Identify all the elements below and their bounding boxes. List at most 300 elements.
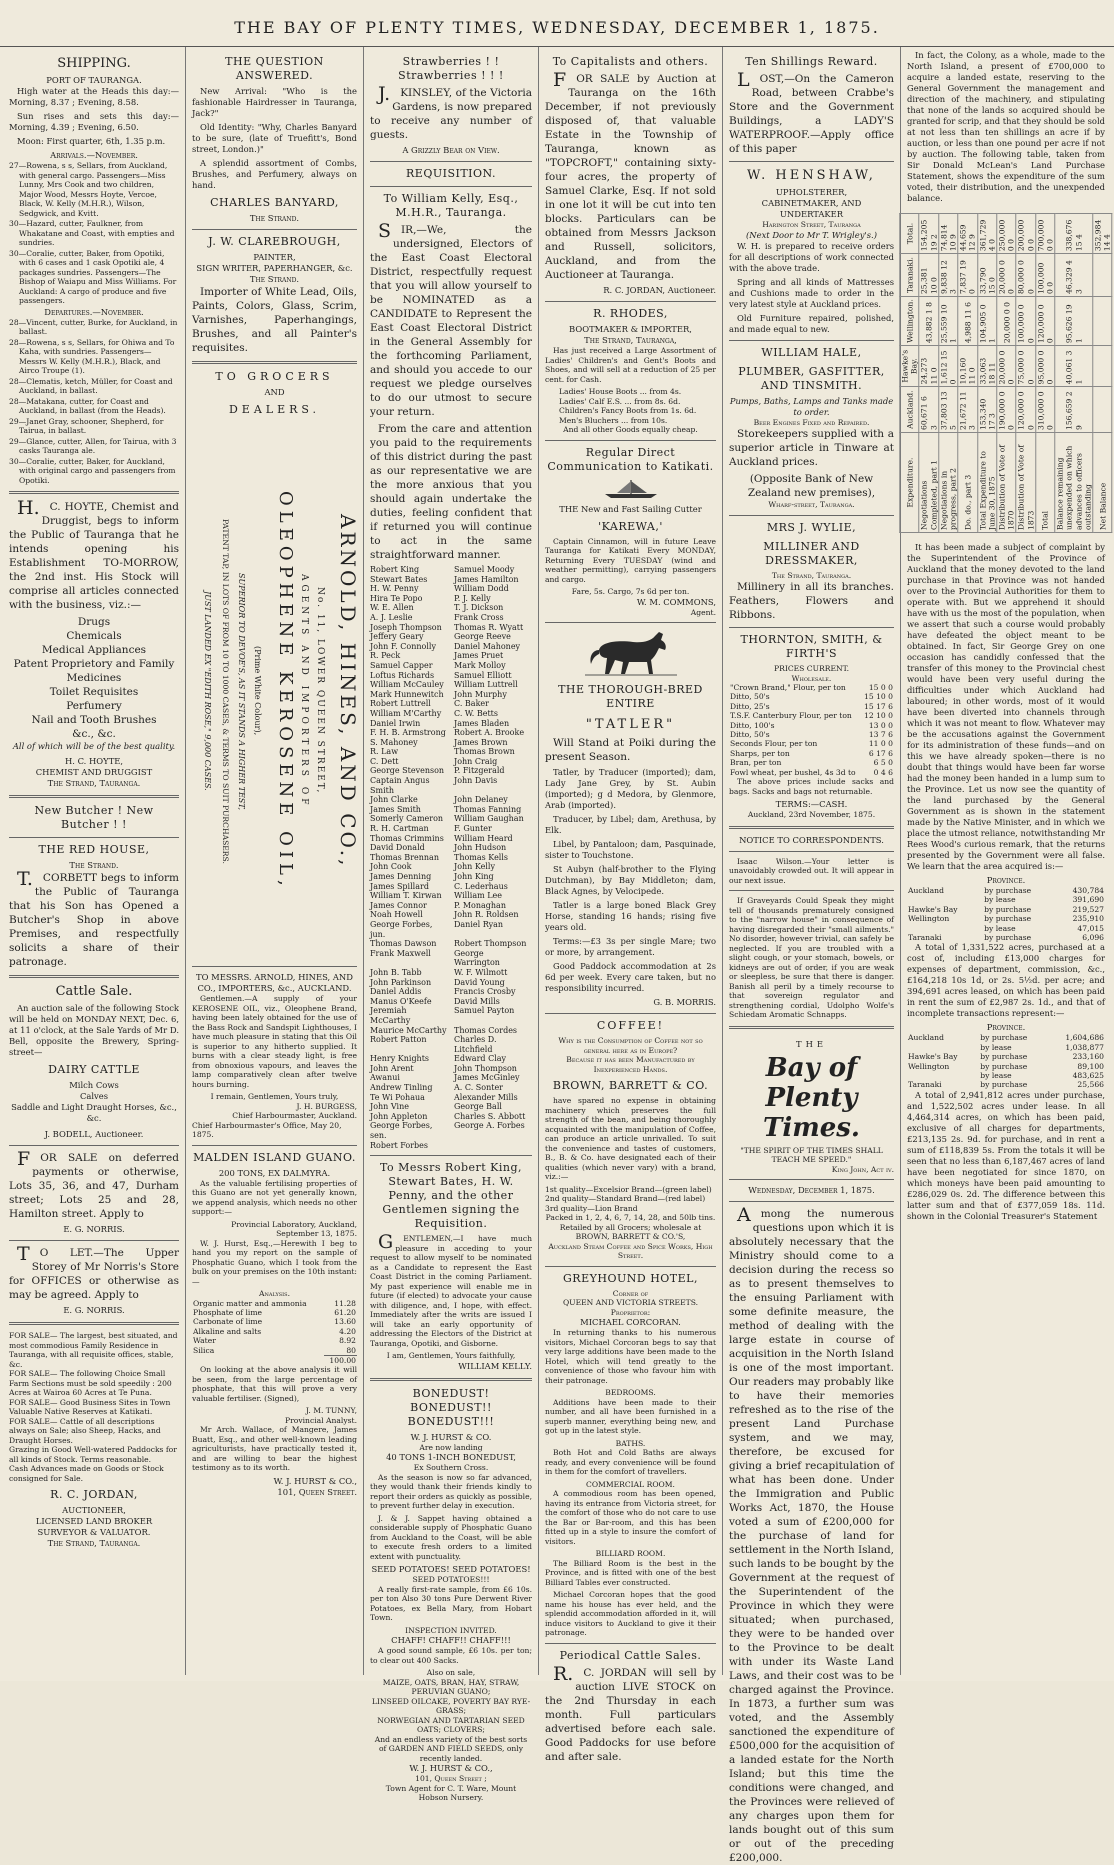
hurst-signature: W. J. HURST & CO., bbox=[273, 1475, 357, 1486]
greyhound-streets: QUEEN AND VICTORIA STREETS. bbox=[562, 1298, 699, 1307]
analysis-label: Silica bbox=[193, 1345, 215, 1355]
signatory-name: John Vine bbox=[370, 1102, 409, 1112]
signatory-name: Charles S. Abbott bbox=[454, 1111, 526, 1121]
signatory-name: William Heard bbox=[454, 833, 513, 843]
periodical-heading: Periodical Cattle Sales. bbox=[559, 1648, 702, 1662]
column-rule bbox=[722, 47, 723, 1675]
arnold-letter-closing: I remain, Gentlemen, Yours truly, bbox=[210, 1092, 339, 1101]
kerosene-brand: OLEOPHENE KEROSENE OIL, bbox=[275, 491, 296, 891]
burgess-office: Chief Harbourmaster's Office, May 20, 1875. bbox=[192, 1120, 342, 1139]
list-item: Grazing in Good Well-watered Paddocks for all kinds of Stock. Terms reasonable. bbox=[9, 1445, 177, 1464]
column-4 bbox=[540, 47, 721, 1763]
signatory-name bbox=[454, 1141, 532, 1151]
province-name bbox=[907, 1071, 979, 1080]
kerosene-line: (Prime White Colour), bbox=[253, 646, 262, 736]
list-item: Men's Bluchers ... from 10s. bbox=[559, 415, 668, 425]
table-row bbox=[1055, 214, 1093, 533]
guano-subheading: 200 TONS, EX DALMYRA. bbox=[218, 1167, 331, 1178]
signatory-name: John Arent bbox=[370, 1063, 414, 1073]
table-cell: 25,381 10 0 bbox=[919, 254, 938, 297]
karewa-intro: THE New and Fast Sailing Cutter bbox=[559, 503, 702, 514]
table-row bbox=[729, 702, 894, 711]
table-cell: 100,000 0 0 bbox=[1016, 297, 1035, 346]
table-row bbox=[192, 1355, 357, 1365]
editorial-date: Wednesday, December 1, 1875. bbox=[748, 1185, 875, 1196]
signatory-name: S. Mahoney bbox=[370, 737, 418, 747]
brown-barrett-address: Auckland Steam Coffee and Spice Works, High Street. bbox=[548, 1241, 713, 1260]
analysis-label: Carbonate of lime bbox=[193, 1317, 263, 1327]
table-cell: 33,063 18 11 bbox=[977, 346, 996, 387]
henshaw-location: (Next Door to Mr T. Wrigley's.) bbox=[746, 229, 877, 240]
messrs-heading: To Messrs Robert King, Stewart Bates, H. W. Penny, and the other Gentlemen signing the Requisition. bbox=[379, 1161, 523, 1231]
signatory-name: Robert Thompson bbox=[454, 939, 527, 949]
table-row bbox=[997, 214, 1016, 533]
table-row bbox=[729, 692, 894, 701]
chaff-line: Also on sale, bbox=[426, 1668, 476, 1678]
greyhound-text: The Billiard Room is the best in the Province, and is fitted with one of the best Billiard Tables ever constructed. bbox=[545, 1558, 716, 1587]
signatory-name: John Delaney bbox=[454, 795, 508, 805]
signatory-name: Daniel Ryan bbox=[454, 919, 504, 929]
table-cell bbox=[1093, 387, 1112, 433]
table-row bbox=[919, 214, 938, 533]
province-acres: 1,604,686 bbox=[1065, 1033, 1104, 1043]
notice-heading: NOTICE TO CORRESPONDENTS. bbox=[739, 834, 884, 845]
schnapps-text: If Graveyards Could Speak they might tell of thousands prematurely consigned to the "narrow house" in consequence of having disregarded their "small ailments." No disorder, however trivial, can safely be neglected. If you are troubled with a slight cough, or your stomach, bowels, or kidneys are out of order, if you are weak or sleepless, be sure that there is danger. Banish all peril by a timely recourse to that sovereign regulator and strengthening cordial, Udolpho Wolfe's Schiedam Aromatic Schnapps. bbox=[729, 896, 894, 1020]
divider bbox=[370, 186, 532, 187]
divider bbox=[729, 826, 894, 829]
table-row bbox=[729, 730, 894, 739]
requisition-to: To William Kelly, Esq., M.H.R., Tauranga. bbox=[383, 192, 519, 219]
signatory-name: Thomas Kells bbox=[454, 852, 509, 862]
table-cell: 60,671 6 3 bbox=[919, 387, 938, 433]
divider bbox=[192, 229, 357, 230]
divider bbox=[545, 301, 716, 302]
divider bbox=[729, 627, 894, 628]
signatory-name: David Donald bbox=[370, 843, 425, 853]
price-item: "Crown Brand," Flour, per ton bbox=[730, 683, 846, 692]
divider bbox=[9, 795, 179, 798]
greyhound-text: Additions have been made to their number, and all have been furnished in a superb manner, everything being new, and got up in the latest style. bbox=[545, 1397, 716, 1435]
province-name: Auckland bbox=[908, 1033, 944, 1043]
question-text: A splendid assortment of Combs, Brushes, and Perfumery, always on hand. bbox=[192, 158, 357, 190]
table-row bbox=[729, 758, 894, 767]
province-name: Hawke's Bay bbox=[908, 904, 958, 914]
signatory-name: Thomas Crimmins bbox=[370, 833, 444, 843]
signatory-name: Samuel Moody bbox=[454, 565, 515, 574]
tunny-signature: J. M. TUNNY, bbox=[305, 1406, 357, 1416]
province-table bbox=[907, 1033, 1105, 1089]
tatler-text: Good Paddock accommodation at 2s 6d per week. Every care taken, but no responsibility incurred. bbox=[545, 961, 716, 993]
signatory-name: C. Dett bbox=[370, 756, 399, 766]
rhodes-trade: BOOTMAKER & IMPORTER, bbox=[569, 324, 692, 334]
butcher-heading: New Butcher ! New Butcher ! ! bbox=[34, 804, 154, 831]
karewa-name: 'KAREWA,' bbox=[598, 519, 663, 533]
province-name bbox=[907, 895, 983, 904]
rhodes-text: Has just received a Large Assortment of Ladies' Children's and Gent's Boots and Shoes, and will sell at a reduction of 25 per cent. for Cash. bbox=[545, 346, 716, 384]
analysis-heading: Analysis. bbox=[258, 1289, 290, 1298]
editorial-text: It has been made a subject of complaint by the Superintendent of the Province of Auckland that the money devoted to the land purchase in that Province was not handed over to the Provincial Authorities for them to operate with. But we apprehend it should have with us the most of the population, when we assert that such a course would probably have defeated the object meant to be obtained. In fact, Sir George Grey on one occasion has candidly confessed that the transfer of this money to the Provincial chest would have been very useful during the difficulties under which Auckland had laboured; in other words, most of it would have been diverted into channels through which it was not meant to flow. Whatever may be the accusations against the Government for its administration of these funds—and on this we have already spoken—there is no doubt that things would have been far worse had the money been handed in a lump sum to the Province. Let us now see the quantity of the land purchased by the General Government as is shown in the statement made by the Native Minister, and in which we place the utmost reliance, notwithstanding Mr Rees Wood's curious remark, that the returns presented by the Government were all false. We learn that the area acquired is:— bbox=[907, 542, 1105, 871]
red-house-address: The Strand. bbox=[69, 860, 119, 870]
signatory-name: George Stevenson bbox=[370, 766, 445, 776]
analysis-value: 80 bbox=[346, 1345, 356, 1355]
hale-location: (Opposite Bank of New Zealand new premises), bbox=[747, 473, 876, 499]
table-cell: 21,672 11 3 bbox=[958, 387, 977, 433]
signatory-name: Joseph Thompson bbox=[370, 622, 442, 632]
signatory-name: Captain Angus Smith bbox=[370, 776, 430, 795]
divider bbox=[729, 161, 894, 162]
price-value: 15 17 6 bbox=[864, 701, 893, 711]
guano-text: On looking at the above analysis it will be seen, from the large percentage of phosphate, that this will prove a very valuable fertiliser. (Signed), bbox=[192, 1365, 357, 1403]
table-label: Distribution of Vote of 1870 bbox=[997, 433, 1016, 533]
kelly-letter: GENTLEMEN,—I have much pleasure in acceding to your request to allow myself to be nominated as a Candidate to represent the East Coast District in the coming Parliament. My past experience will enable me in future (if elected) to advocate your cause with diligence, and, I hope, with effect. Immediately after the writs are issued I will take an early opportunity of addressing the Electors of the District at Tauranga, Opotiki, and Gisborne. bbox=[370, 1231, 532, 1348]
the-label: THE bbox=[795, 1038, 827, 1049]
editorial-text: A total of 2,941,812 acres under purchase, and 1,522,502 acres under lease. In all 4,464,314 acres, on which has been paid, exclusive of all charges for departments, £213,135 2s. 9d. for purchase, and in rent a sum of £118,839 5s. From the totals it will be seen that no less than 6,187,467 acres of land have been negotiated for since 1870, on which moneys have been paid amounting to £286,029 0s. 2d. The difference between this latter sum and that of £377,059 18s. 11d. shown in the Colonial Treasurer's Statement bbox=[907, 1089, 1105, 1221]
divider bbox=[9, 1240, 179, 1241]
province-name bbox=[907, 1043, 979, 1052]
coffee-heading: COFFEE! bbox=[596, 1019, 665, 1032]
signatory-name: Robert A. Brooke bbox=[454, 728, 525, 738]
province-name: Wellington bbox=[908, 914, 950, 924]
hoyte-items bbox=[9, 615, 179, 741]
divider bbox=[192, 1145, 357, 1146]
divider bbox=[370, 1155, 532, 1156]
table-header: Hawke's Bay. bbox=[900, 346, 919, 387]
hale-beer-engines: Beer Engines Fixed and Repaired. bbox=[753, 417, 870, 427]
signatory-name: A. J. Leslie bbox=[370, 612, 413, 622]
price-item: Ditto, 25's bbox=[730, 701, 770, 711]
expenditure-table bbox=[899, 213, 1112, 533]
table-cell bbox=[1093, 346, 1112, 387]
signatory-name: John Kelly bbox=[454, 862, 496, 872]
signatory-name: James Bladen bbox=[454, 718, 510, 728]
signatory-name: John Cook bbox=[370, 862, 412, 872]
list-item: 28—Rowena, s s, Sellars, for Ohiwa and To Kaha, with sundries. Passengers—Messrs W. Kelly (M.H.R.), Black, and Airco Troupe (1). bbox=[9, 337, 175, 375]
clarebrough-trade: PAINTER, bbox=[253, 252, 296, 262]
wylie-name: MRS J. WYLIE, bbox=[766, 520, 857, 534]
clarebrough-text: Importer of White Lead, Oils, Paints, Colors, Glass, Scrim, Varnishes, Paperhangings, Brushes, and all Painter's requisites. bbox=[192, 286, 357, 354]
jordan-name: R. C. JORDAN, bbox=[50, 1488, 138, 1501]
kerosene-line: SUPERIOR TO DEVOE'S, AS IT STANDS A HIGHER TEST, bbox=[237, 572, 246, 810]
list-item: 27—Rowena, s s, Sellars, from Auckland, with general cargo. Passengers—Miss Lunny, Mrs Cook and two children, Major Wood, Messrs Hoyte, Vercoe, Black, W. Kelly (M.H.R.), Wilson, Sedgwick, and Kvitt. bbox=[9, 161, 168, 218]
signatory-name: Stewart Bates bbox=[370, 574, 428, 584]
analysis-label: Phosphate of lime bbox=[193, 1307, 263, 1317]
laboratory-text: W. J. Hurst, Esq.,—Herewith I beg to hand you my report on the sample of Phosphatic Guano, which I took from the bulk on your premises on the 10th instant:— bbox=[192, 1238, 357, 1286]
tatler-text: Will Stand at Poiki during the present Season. bbox=[545, 737, 716, 763]
clarebrough-address: The Strand. bbox=[249, 274, 300, 284]
tatler-text: Traducer, by Libel; dam, Arethusa, by Elk. bbox=[545, 814, 716, 835]
province-name: Wellington bbox=[908, 1061, 950, 1071]
table-header-row bbox=[900, 214, 919, 533]
list-item: Calves bbox=[79, 1091, 109, 1101]
table-header: Expenditure. bbox=[900, 433, 919, 533]
price-value: 13 7 6 bbox=[868, 730, 893, 740]
table-cell: 250,000 0 0 bbox=[997, 214, 1016, 254]
signatory-name: Thomas Fanning bbox=[454, 804, 522, 814]
kerosene-advert bbox=[192, 421, 360, 961]
divider bbox=[729, 340, 894, 341]
signatory-name: Daniel Irwin bbox=[370, 718, 421, 728]
signatory-name: Thomas Brown bbox=[454, 747, 515, 757]
signatory-name: Alexander Mills bbox=[454, 1092, 518, 1102]
price-value: 13 0 0 bbox=[868, 720, 893, 730]
table-row bbox=[192, 1299, 357, 1308]
province-acres: 25,566 bbox=[1077, 1080, 1104, 1090]
dealers-heading: DEALERS. bbox=[228, 403, 321, 416]
column-3 bbox=[365, 47, 537, 1803]
kinsley-note: A Grizzly Bear on View. bbox=[402, 145, 500, 155]
henshaw-trade: CABINETMAKER, AND UNDERTAKER bbox=[761, 198, 862, 219]
karewa-text: Captain Cinnamon, will in future Leave Tauranga for Katikati Every MONDAY, Returning Every TUESDAY (wind and weather permitting), carrying passengers and cargo. bbox=[545, 536, 716, 584]
analysis-value: 8.92 bbox=[339, 1336, 356, 1346]
arrivals-heading: Arrivals.—November. bbox=[50, 150, 138, 160]
signatory-name: P. Monaghan bbox=[454, 900, 506, 910]
table-cell: 154,205 19 2 bbox=[919, 214, 938, 254]
signatory-name: John Craig bbox=[454, 756, 498, 766]
bonedust-heading: BONEDUST! BONEDUST!! BONEDUST!!! bbox=[407, 1386, 495, 1428]
list-item: Cash Advances made on Goods or Stock consigned for Sale. bbox=[9, 1464, 164, 1483]
price-note: The above prices include sacks and bags. Sacks and bags not returnable. bbox=[729, 777, 894, 796]
signatories-list bbox=[370, 565, 532, 1150]
signatory-name: John F. Connolly bbox=[370, 641, 436, 651]
list-item: Patent Proprietory and Family Medicines bbox=[13, 658, 175, 684]
bonedust-ship: Ex Southern Cross. bbox=[413, 1463, 489, 1473]
hurst-address: 101, Queen Street ; bbox=[415, 1774, 487, 1784]
divider bbox=[729, 1179, 894, 1180]
divider bbox=[192, 966, 357, 967]
list-item: Children's Fancy Boots from 1s. 6d. bbox=[559, 406, 697, 415]
banyard-name: CHARLES BANYARD, bbox=[210, 196, 339, 209]
hale-trade: PLUMBER, GASFITTER, AND TINSMITH. bbox=[738, 364, 885, 392]
table-row bbox=[729, 711, 894, 720]
province-acres: 6,096 bbox=[1082, 933, 1104, 943]
price-item: T.S.F. Canterbury Flour, per ton bbox=[730, 711, 852, 721]
terms-date: Auckland, 23rd November, 1875. bbox=[747, 810, 876, 820]
table-cell: 43,882 1 8 bbox=[919, 297, 938, 346]
table-label: Do. do., part 3 bbox=[958, 433, 977, 533]
signatory-name: P. Fitzgerald bbox=[454, 766, 505, 776]
signatory-name: H. W. Penny bbox=[370, 584, 419, 594]
table-cell: 80,000 0 0 bbox=[1016, 254, 1035, 297]
coffee-packed: Packed in 1, 2, 4, 6, 7, 14, 28, and 50lb tins. bbox=[545, 1213, 716, 1222]
signatory-name: Mark Molloy bbox=[454, 660, 506, 670]
analysis-label: Alkaline and salts bbox=[193, 1326, 262, 1336]
signatory-name: Henry Knights bbox=[370, 1054, 430, 1064]
list-item: 3rd quality—Lion Brand bbox=[545, 1203, 638, 1213]
table-cell: 44,659 12 9 bbox=[958, 214, 977, 254]
wylie-trade: MILLINER AND DRESSMAKER, bbox=[763, 539, 860, 567]
chaff-line: MAIZE, OATS, BRAN, HAY, STRAW, PERUVIAN GUANO; bbox=[382, 1677, 520, 1697]
table-row bbox=[907, 1033, 1105, 1042]
greyhound-text: Both Hot and Cold Baths are always ready, and every convenience will be found in them for the comfort of travellers. bbox=[545, 1448, 716, 1476]
signatory-name: F. H. B. Armstrong bbox=[370, 728, 446, 738]
province-method: by purchase bbox=[980, 1052, 1028, 1062]
wholesale-label: Wholesale. bbox=[791, 673, 832, 683]
editorial-text: In fact, the Colony, as a whole, made to the North Island, a present of £700,000 to acquire a landed estate, reserving to the General Government the management and direction of the machinery, and stipulating that none of the lands so acquired should be granted for scrip, and that they should be sold at not less than ten shillings an acre if by auction, or less than one pound per acre if not by auction. The following table, taken from Sir Donald McLean's Land Purchase Statement, shows the expenditure of the sum voted, their distribution, and the unexpended balance. bbox=[907, 50, 1105, 203]
chaff-heading: CHAFF! CHAFF!! CHAFF!!! bbox=[391, 1635, 511, 1646]
moon-info: Moon: First quarter, 6th, 1.35 p.m. bbox=[17, 136, 166, 146]
hale-services: Pumps, Baths, Lamps and Tanks made to order. bbox=[729, 395, 894, 417]
signatory-name: William McCauley bbox=[370, 680, 444, 690]
province-name: Taranaki bbox=[908, 1080, 942, 1090]
wylie-address: The Strand, Tauranga. bbox=[771, 570, 852, 580]
grocers-heading: TO GROCERS bbox=[215, 370, 334, 383]
chaff-text: A good sound sample, £6 10s. per ton; to clear out 400 Sacks. bbox=[370, 1646, 532, 1665]
morris-signature: G. B. MORRIS. bbox=[653, 997, 716, 1007]
hale-name: WILLIAM HALE, bbox=[761, 345, 862, 359]
signatory-name: Charles D. Litchfield bbox=[454, 1035, 497, 1054]
divider bbox=[192, 361, 357, 364]
table-row bbox=[192, 1346, 357, 1356]
analysis-value: 61.20 bbox=[334, 1307, 356, 1317]
signatory-name: Te Wi Pohaua bbox=[370, 1092, 425, 1102]
signatory-name: Somerly Cameron bbox=[370, 814, 444, 824]
signatory-name: Samuel Capper bbox=[370, 660, 433, 670]
analysis-table bbox=[192, 1299, 357, 1366]
price-value: 15 0 0 bbox=[868, 683, 893, 692]
signatory-name: George Ball bbox=[454, 1102, 502, 1112]
table-label: Balance remaining unexpended on which advances to officers outstanding bbox=[1055, 433, 1093, 533]
signatory-name: C. Baker bbox=[454, 699, 489, 709]
burgess-title: Chief Harbourmaster, Auckland. bbox=[232, 1111, 357, 1120]
signatory-name: John Parkinson bbox=[370, 977, 432, 987]
province-acres: 235,910 bbox=[1072, 914, 1104, 924]
banyard-address: The Strand. bbox=[249, 213, 300, 223]
province-heading: Province. bbox=[986, 1022, 1026, 1033]
divider bbox=[9, 1322, 179, 1325]
signatory-name: R. Law bbox=[370, 747, 399, 757]
greyhound-text: In returning thanks to his numerous visitors, Michael Corcoran begs to say that very large additions have been made to the Hotel, which will tend greatly to the convenience of those who favour him with their patronage. bbox=[545, 1328, 716, 1385]
brown-barrett-signature: BROWN, BARRETT & CO.'S, bbox=[575, 1232, 686, 1241]
prices-table bbox=[729, 683, 894, 777]
analysis-label: Water bbox=[193, 1336, 216, 1346]
signatory-name: R. Peck bbox=[370, 651, 401, 661]
table-cell: 20,000 0 0 bbox=[997, 346, 1016, 387]
province-method: by purchase bbox=[984, 933, 1032, 943]
signatory-name: Loftus Richards bbox=[370, 670, 435, 680]
column-5 bbox=[724, 47, 899, 1865]
table-row bbox=[1036, 214, 1055, 533]
tatler-text: St Aubyn (half-brother to the Flying Dutchman), by Bay Middleton; dam, Black Agnes, by Velocipede. bbox=[545, 864, 716, 896]
signatory-name: John B. Tabb bbox=[370, 967, 422, 977]
price-value: 0 4 6 bbox=[873, 767, 893, 777]
requisition-text: SIR,—We, the undersigned, Electors of the East Coast Electoral District, respectfully request that you will allow yourself to be NOMINATED as a CANDIDATE to Represent the East Coast Electoral District in the General Assembly for the forthcoming Parliament, and should you accede to our request we pledge ourselves to do our utmost to secure your return. bbox=[370, 220, 532, 418]
table-row bbox=[977, 214, 996, 533]
greyhound-proprietor-label: Proprietor: bbox=[610, 1307, 651, 1317]
list-item: 30—Hazard, cutter, Faulkner, from Whakatane and Coast, with empties and sundries. bbox=[9, 219, 175, 247]
motto: "THE SPIRIT OF THE TIMES SHALL TEACH ME SPEED." bbox=[740, 1145, 883, 1165]
table-row bbox=[192, 1327, 357, 1336]
guano-heading: MALDEN ISLAND GUANO. bbox=[193, 1150, 356, 1164]
hurst-line: Are now landing bbox=[419, 1442, 483, 1452]
arrivals-list bbox=[9, 161, 179, 306]
signatory-name: George Forbes, sen. bbox=[370, 1121, 433, 1141]
hale-text: Storekeepers supplied with a superior article in Tinware at Auckland prices. bbox=[729, 428, 894, 468]
price-item: Ditto, 50's bbox=[730, 730, 770, 740]
province-acres: 1,038,877 bbox=[1065, 1042, 1104, 1052]
seed-text: A really first-rate sample, from £6 10s. per ton Also 30 tons Pure Derwent River Potatoes, ex Bella Mary, from Hobart Town. bbox=[370, 1584, 532, 1623]
divider bbox=[370, 161, 532, 162]
divider bbox=[370, 1378, 532, 1381]
table-row bbox=[907, 933, 1105, 942]
column-rule bbox=[363, 47, 364, 1675]
analysis-value: 11.28 bbox=[334, 1298, 356, 1308]
province-method: by purchase bbox=[984, 886, 1032, 895]
province-heading: Province. bbox=[986, 875, 1026, 885]
clarebrough-trade: SIGN WRITER, PAPERHANGER, &c. bbox=[196, 263, 353, 273]
departures-list bbox=[9, 318, 179, 486]
list-item: FOR SALE— The following Choice Small Farm Sections must be sold speedily : 200 Acres at Wairoa 60 Acres at Te Puna. bbox=[9, 1369, 172, 1397]
reward-heading: Ten Shillings Reward. bbox=[745, 55, 878, 68]
tatler-text: Tatler is a large boned Black Grey Horse, standing 16 hands; rising five years old. bbox=[545, 900, 716, 932]
requisition-heading: REQUISITION. bbox=[406, 167, 496, 180]
jordan-address: The Strand, Tauranga. bbox=[47, 1538, 141, 1548]
table-cell: 100,000 0 0 bbox=[1036, 254, 1055, 297]
ship-icon bbox=[601, 478, 661, 500]
list-item: Ladies' House Boots ... from 4s. bbox=[559, 387, 682, 396]
commons-title: Agent. bbox=[690, 607, 716, 617]
table-header: Total. bbox=[900, 214, 919, 254]
tunny-title: Provincial Analyst. bbox=[285, 1415, 357, 1425]
signatory-name: John Appleton bbox=[370, 1111, 428, 1121]
question-text: Old Identity: "Why, Charles Banyard to be sure, (late of Truefitt's, Bond street, London.)" bbox=[192, 122, 357, 154]
list-item: FOR SALE— Cattle of all descriptions always on Sale; also Sheep, Hacks, and Draught Horses. bbox=[9, 1416, 161, 1445]
table-cell bbox=[1093, 254, 1112, 297]
table-cell: 40,061 3 1 bbox=[1055, 346, 1093, 387]
bonedust-line: 40 TONS 1-INCH BONEDUST, bbox=[386, 1452, 516, 1463]
norris-signature: E. G. NORRIS. bbox=[63, 1305, 125, 1315]
kelly-closing: I am, Gentlemen, Yours faithfully, bbox=[386, 1351, 516, 1361]
signatory-name: Thomas Dawson bbox=[370, 939, 437, 949]
table-cell: 352,984 14 4 bbox=[1093, 214, 1112, 254]
hale-address: Wharf-street, Tauranga. bbox=[768, 500, 855, 509]
signatory-name: James Denning bbox=[370, 872, 432, 881]
province-name: Hawke's Bay bbox=[908, 1052, 958, 1062]
table-row bbox=[907, 914, 1105, 923]
greyhound-subheading: BEDROOMS. bbox=[605, 1388, 656, 1397]
table-row bbox=[939, 214, 958, 533]
divider bbox=[729, 1026, 894, 1029]
signatory-name: James Brown bbox=[454, 737, 508, 747]
signatory-name: John Clarke bbox=[370, 795, 418, 805]
price-value: 6 17 6 bbox=[868, 748, 893, 758]
masthead bbox=[0, 0, 1114, 47]
signatory-name: James Spillard bbox=[370, 881, 429, 891]
rhodes-address: The Strand, Tauranga, bbox=[584, 335, 677, 345]
signatory-name: Thomas Brennan bbox=[370, 852, 439, 862]
list-item: 29—Janet Gray, schooner, Shepherd, for Tairua, in ballast. bbox=[9, 416, 164, 435]
signatory-name: F. Gunter bbox=[454, 824, 492, 834]
list-item: FOR SALE— The largest, best situated, and most commodious Family Residence in Tauranga, with all requisite offices, stable, &c. bbox=[9, 1331, 178, 1369]
signatory-name: Awanui bbox=[370, 1073, 400, 1083]
dairy-cattle-heading: DAIRY CATTLE bbox=[48, 1063, 140, 1076]
greyhound-text: Michael Corcoran hopes that the good name his house has ever held, and the splendid accommodation afforded in it, will induce visitors to Auckland to give it their patronage. bbox=[545, 1590, 716, 1637]
province-acres: 219,527 bbox=[1072, 904, 1104, 914]
question-text: New Arrival: "Who is the fashionable Hairdresser in Tauranga, Jack?" bbox=[192, 86, 357, 118]
coffee-brands bbox=[545, 1185, 716, 1214]
coffee-answer: Because it has been Manufactured by Inexperienced Hands. bbox=[566, 1055, 695, 1074]
table-row bbox=[958, 214, 977, 533]
terms-line: TERMS:—CASH. bbox=[775, 799, 848, 810]
signatory-name: James McGinley bbox=[454, 1073, 520, 1083]
price-item: Ditto, 100's bbox=[730, 720, 775, 730]
wylie-text: Millinery in all its branches. Feathers, Flowers and Ribbons. bbox=[729, 581, 894, 621]
table-row bbox=[729, 683, 894, 692]
table-cell: 95,626 19 1 bbox=[1055, 297, 1093, 346]
reward-text: LOST,—On the Cameron Road, between Crabbe's Store and the Government Buildings, a LADY'S WATERPROOF.—Apply office of this paper bbox=[729, 69, 894, 155]
signatory-name: James Pruet bbox=[454, 651, 504, 661]
henshaw-trade: UPHOLSTERER, bbox=[775, 187, 848, 197]
red-house-heading: THE RED HOUSE, bbox=[38, 843, 150, 856]
